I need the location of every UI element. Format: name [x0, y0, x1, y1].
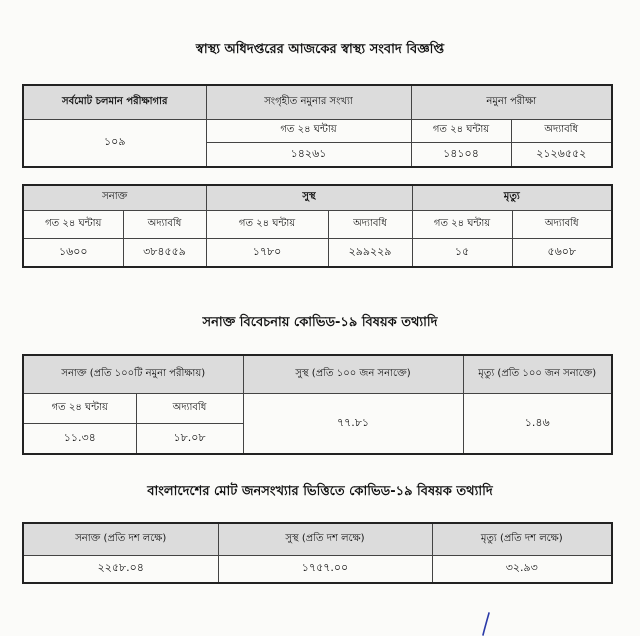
- identified-ratio-24h-value: ১১.৩৪: [23, 423, 136, 454]
- recovered-to-date-label: অদ্যাবধি: [328, 210, 412, 238]
- cases-table: [22, 184, 613, 268]
- recovered-per-million-header: সুস্থ (প্রতি দশ লক্ষে): [218, 523, 432, 555]
- identified-to-date-label: অদ্যাবধি: [123, 210, 206, 238]
- samples-24h-value: ১৪২৬১: [206, 142, 411, 167]
- press-release-title: স্বাস্থ্য অধিদপ্তরের আজকের স্বাস্থ্য সংবাদ বিজ্ঞপ্তি: [195, 42, 445, 57]
- samples-header: সংগৃহীত নমুনার সংখ্যা: [206, 85, 411, 119]
- recovered-24h-value: ১৭৮০: [206, 238, 328, 267]
- recovered-ratio-value: ৭৭.৮১: [243, 393, 463, 454]
- recovered-to-date-value: ২৯৯২২৯: [328, 238, 412, 267]
- deaths-header: মৃত্যু: [412, 185, 612, 210]
- identified-ratio-to-date-value: ১৮.০৮: [136, 423, 243, 454]
- identified-24h-value: ১৬০০: [23, 238, 123, 267]
- recovered-24h-label: গত ২৪ ঘন্টায়: [206, 210, 328, 238]
- identified-24h-label: গত ২৪ ঘন্টায়: [23, 210, 123, 238]
- lab-samples-table: [22, 84, 613, 168]
- tests-to-date-label: অদ্যাবধি: [511, 119, 612, 142]
- identified-per-100-header: সনাক্ত (প্রতি ১০০টি নমুনা পরীক্ষায়): [23, 355, 243, 393]
- section-title-identified: সনাক্ত বিবেচনায় কোভিড-১৯ বিষয়ক তথ্যাদি: [202, 315, 438, 330]
- identified-ratio-to-date-label: অদ্যাবধি: [136, 393, 243, 423]
- tests-header: নমুনা পরীক্ষা: [411, 85, 612, 119]
- identified-per-million-value: ২২৫৮.০৪: [23, 555, 218, 583]
- pen-mark: [480, 612, 492, 636]
- tests-24h-value: ১৪১০৪: [411, 142, 511, 167]
- tests-24h-label: গত ২৪ ঘন্টায়: [411, 119, 511, 142]
- deaths-ratio-value: ১.৪৬: [463, 393, 612, 454]
- samples-24h-label: গত ২৪ ঘন্টায়: [206, 119, 411, 142]
- deaths-to-date-value: ৫৬০৮: [512, 238, 612, 267]
- tests-to-date-value: ২১২৬৫৫২: [511, 142, 612, 167]
- labs-header: সর্বমোট চলমান পরীক্ষাগার: [23, 85, 206, 119]
- identified-to-date-value: ৩৮৪৫৫৯: [123, 238, 206, 267]
- deaths-per-100-header: মৃত্যু (প্রতি ১০০ জন সনাক্তে): [463, 355, 612, 393]
- recovered-per-million-value: ১৭৫৭.০০: [218, 555, 432, 583]
- deaths-per-million-value: ৩২.৯৩: [432, 555, 612, 583]
- deaths-24h-value: ১৫: [412, 238, 512, 267]
- deaths-24h-label: গত ২৪ ঘন্টায়: [412, 210, 512, 238]
- labs-value: ১০৯: [23, 119, 206, 167]
- population-ratio-table: [22, 522, 613, 584]
- recovered-per-100-header: সুস্থ (প্রতি ১০০ জন সনাক্তে): [243, 355, 463, 393]
- deaths-to-date-label: অদ্যাবধি: [512, 210, 612, 238]
- section-title-population: বাংলাদেশের মোট জনসংখ্যার ভিত্তিতে কোভিড-১৯ বিষয়ক তথ্যাদি: [147, 484, 493, 499]
- deaths-per-million-header: মৃত্যু (প্রতি দশ লক্ষে): [432, 523, 612, 555]
- identified-ratio-24h-label: গত ২৪ ঘন্টায়: [23, 393, 136, 423]
- identified-ratio-table: [22, 354, 613, 455]
- identified-header: সনাক্ত: [23, 185, 206, 210]
- recovered-header: সুস্থ: [206, 185, 412, 210]
- identified-per-million-header: সনাক্ত (প্রতি দশ লক্ষে): [23, 523, 218, 555]
